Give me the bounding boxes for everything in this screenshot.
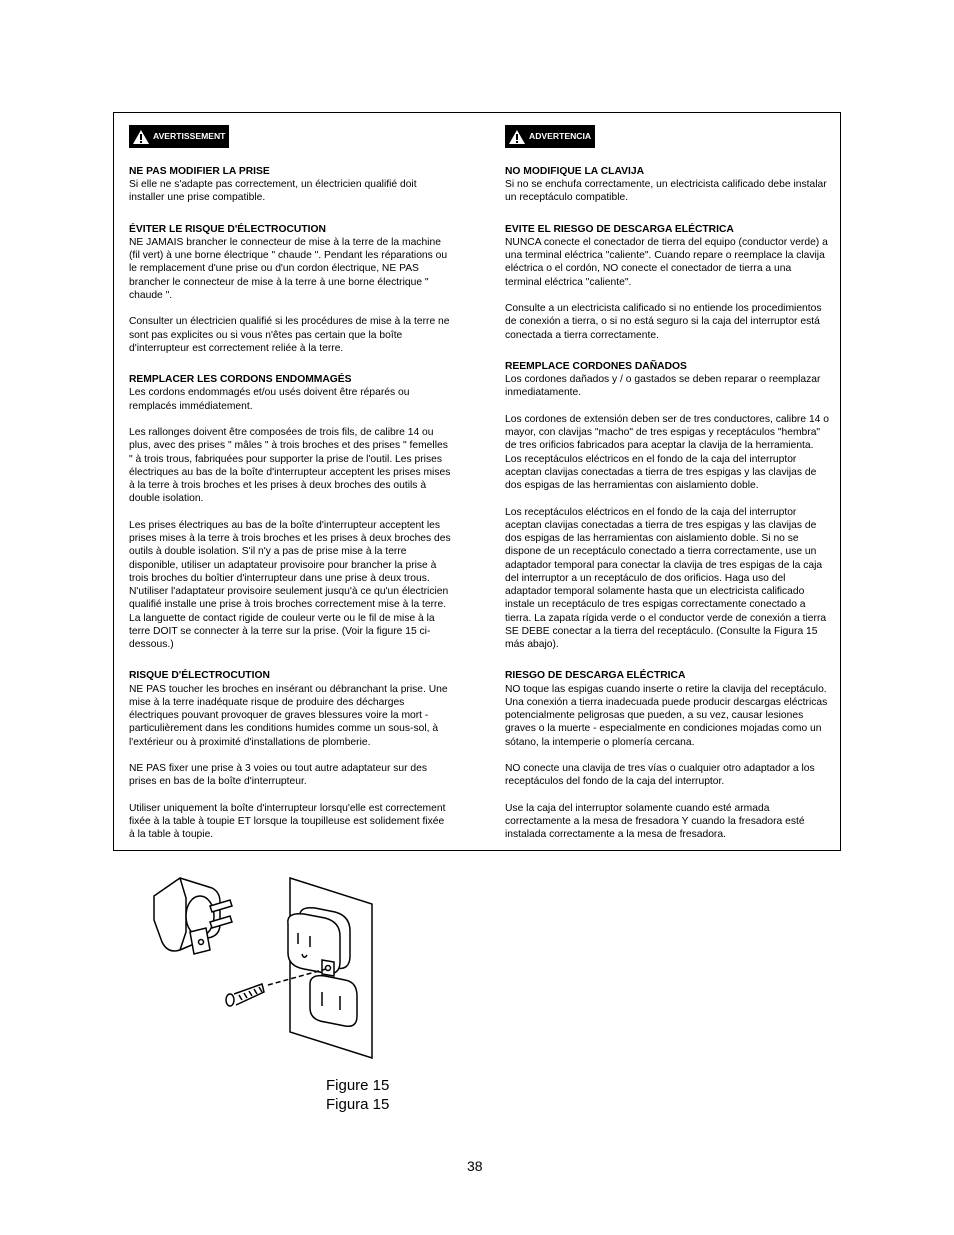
section-heading: REMPLACER LES CORDONS ENDOMMAGÉS: [129, 374, 352, 385]
section: [505, 669, 830, 841]
figure-caption-fr: Figure 15: [326, 1077, 390, 1094]
warning-badge-es: [505, 125, 595, 148]
section-paragraph: NE PAS fixer une prise à 3 voies ou tout autre adaptateur sur des prises en bas de la boîte d'interrupteur.: [129, 763, 428, 788]
section-paragraph: Consulte a un electricista calificado si no entiende los procedimientos de conexión a tierra, o si no está seguro si la caja del interruptor está conectada a tierra correctamente.: [505, 303, 822, 341]
section-heading: ÉVITER LE RISQUE D'ÉLECTROCUTION: [129, 223, 326, 235]
section-paragraph: Los cordones de extensión deben ser de tres conductores, calibre 14 o mayor, con clavijas "macho" de tres espigas y receptáculos "hembra" de tres orificios fabricados para aceptar la clavija de la herramienta. Los receptáculos eléctricos en el fondo de la caja del interruptor aceptan clavijas conectadas a tierra de tres espigas y las clavijas de dos espigas de las herramientas con aislamiento doble.: [505, 413, 829, 491]
figure-caption: [326, 1076, 389, 1114]
section-paragraph: Les prises électriques au bas de la boîte d'interrupteur acceptent les prises mises à la terre à trois broches et les prises à deux broches des outils à double isolation. S'il n'y a pas de prise mise à la terre disponible, utiliser un adaptateur provisoire pour brancher la prise à trois broches du boîtier d'interrupteur dans une prise à deux trous. N'utiliser l'adaptateur provisoire seulement jusqu'à ce qu'un électricien qualifié installe une prise à trois broches correctement mise à la terre. La languette de contact rigide de couleur verte ou le fil de mise à la terre DOIT se connecter à la terre sur la prise. (Voir la figure 15 ci-dessous.): [129, 519, 451, 650]
section: [129, 373, 451, 651]
section-paragraph: Si no se enchufa correctamente, un electricista calificado debe instalar un receptáculo compatible.: [505, 179, 827, 204]
section: [505, 360, 830, 652]
section-heading: NO MODIFIQUE LA CLAVIJA: [505, 165, 645, 177]
section: [505, 165, 830, 205]
section-paragraph: Si elle ne s'adapte pas correctement, un électricien qualifié doit installer une prise compatible.: [129, 179, 417, 204]
warning-badge-label: AVERTISSEMENT: [153, 130, 226, 141]
section-paragraph: Utiliser uniquement la boîte d'interrupteur lorsqu'elle est correctement fixée à la table à toupie ET lorsque la toupilleuse est solidement fixée à la table à toupie.: [129, 802, 446, 841]
warning-icon: [132, 129, 150, 145]
section-paragraph: Les rallonges doivent être composées de trois fils, de calibre 14 ou plus, avec des prises " mâles " à trois broches et des prises " femelles " à trois trous, fabriquées pour supporter la prise de l'outil. Les prises électriques au bas de la boîte d'interrupteur acceptent les prises mises à la terre à trois broches et les prises à deux broches des outils à double isolation.: [129, 427, 451, 505]
french-column: [129, 113, 451, 855]
section-paragraph: Consulter un électricien qualifié si les procédures de mise à la terre ne sont pas explicites ou si vous n'êtes pas certain que la boîte d'interrupteur est correctement reliée à la terre.: [129, 316, 450, 354]
section-heading: REEMPLACE CORDONES DAÑADOS: [505, 360, 687, 372]
section-paragraph: NUNCA conecte el conectador de tierra del equipo (conductor verde) a una terminal eléctrica "caliente". Cuando repare o reemplace la clavija eléctrica o el cordón, NO conecte el conectador de tierra a una terminal eléctrica "caliente".: [505, 236, 828, 288]
warning-icon: [508, 129, 526, 145]
section-paragraph: Los receptáculos eléctricos en el fondo de la caja del interruptor aceptan clavijas conectadas a tierra de tres espigas y las clavijas de dos espigas de las herramientas con aislamiento doble. Si no se dispone de un receptáculo conectado a tierra correctamente, use un adaptador temporal para conectar la clavija de tres espigas de la caja del interruptor a un receptáculo de dos orificios. Haga uso del adaptador temporal solamente hasta que un electricista calificado instale un receptáculo de tres espigas correctamente conectado a tierra. La zapata rígida verde o el conductor verde de conexión a tierra SE DEBE conectar a la tierra del receptáculo. (Consulte la Figura 15 más abajo).: [505, 506, 827, 650]
page-number: 38: [467, 1158, 483, 1174]
section-heading: RIESGO DE DESCARGA ELÉCTRICA: [505, 670, 686, 682]
section-heading: RISQUE D'ÉLECTROCUTION: [129, 670, 270, 682]
warning-box: [113, 112, 841, 851]
section: [129, 223, 451, 356]
section: [129, 669, 451, 841]
section: [505, 223, 830, 342]
section-paragraph: Les cordons endommagés et/ou usés doivent être réparés ou remplacés immédiatement.: [129, 387, 410, 412]
section-paragraph: NO toque las espigas cuando inserte o retire la clavija del receptáculo. Una conexión a tierra inadecuada puede producir descargas eléctricas potencialmente peligrosas que pueden, a su vez, causar lesiones graves o la muerte - especialmente en condiciones mojadas como un sótano, la intemperie o plomería cercana.: [505, 683, 828, 748]
section-paragraph: NE PAS toucher les broches en insérant ou débranchant la prise. Une mise à la terre inadéquate risque de produire des décharges électriques pouvant provoquer de graves blessures voire la mort - particulièrement dans les conditions humides comme un sous-sol, à l'extérieur ou à proximité d'installations de plomberie.: [129, 683, 448, 748]
warning-badge-fr: [129, 125, 229, 148]
section-heading: NE PAS MODIFIER LA PRISE: [129, 165, 270, 177]
section-paragraph: Use la caja del interruptor solamente cuando esté armada correctamente a la mesa de fresadora Y cuando la fresadora esté instalada correctamente a la mesa de fresadora.: [505, 802, 805, 841]
section-paragraph: Los cordones dañados y / o gastados se deben reparar o reemplazar inmediatamente.: [505, 374, 821, 399]
section-heading: EVITE EL RIESGO DE DESCARGA ELÉCTRICA: [505, 223, 734, 235]
spanish-column: [505, 113, 830, 855]
section-paragraph: NE JAMAIS brancher le connecteur de mise à la terre de la machine (fil vert) à une borne électrique " chaude ". Pendant les réparations ou le remplacement d'une prise ou d'un cordon électrique, NE PAS brancher le connecteur de mise à la terre à une borne électrique " chaude ".: [129, 236, 448, 301]
section: [129, 165, 451, 205]
grounding-adapter-illustration: [150, 876, 380, 1061]
warning-badge-label: ADVERTENCIA: [529, 130, 592, 141]
figure-caption-es: Figura 15: [326, 1096, 390, 1113]
section-paragraph: NO conecte una clavija de tres vías o cualquier otro adaptador a los receptáculos del fondo de la caja del interruptor.: [505, 763, 815, 788]
figure-15-illustration: [150, 876, 380, 1061]
